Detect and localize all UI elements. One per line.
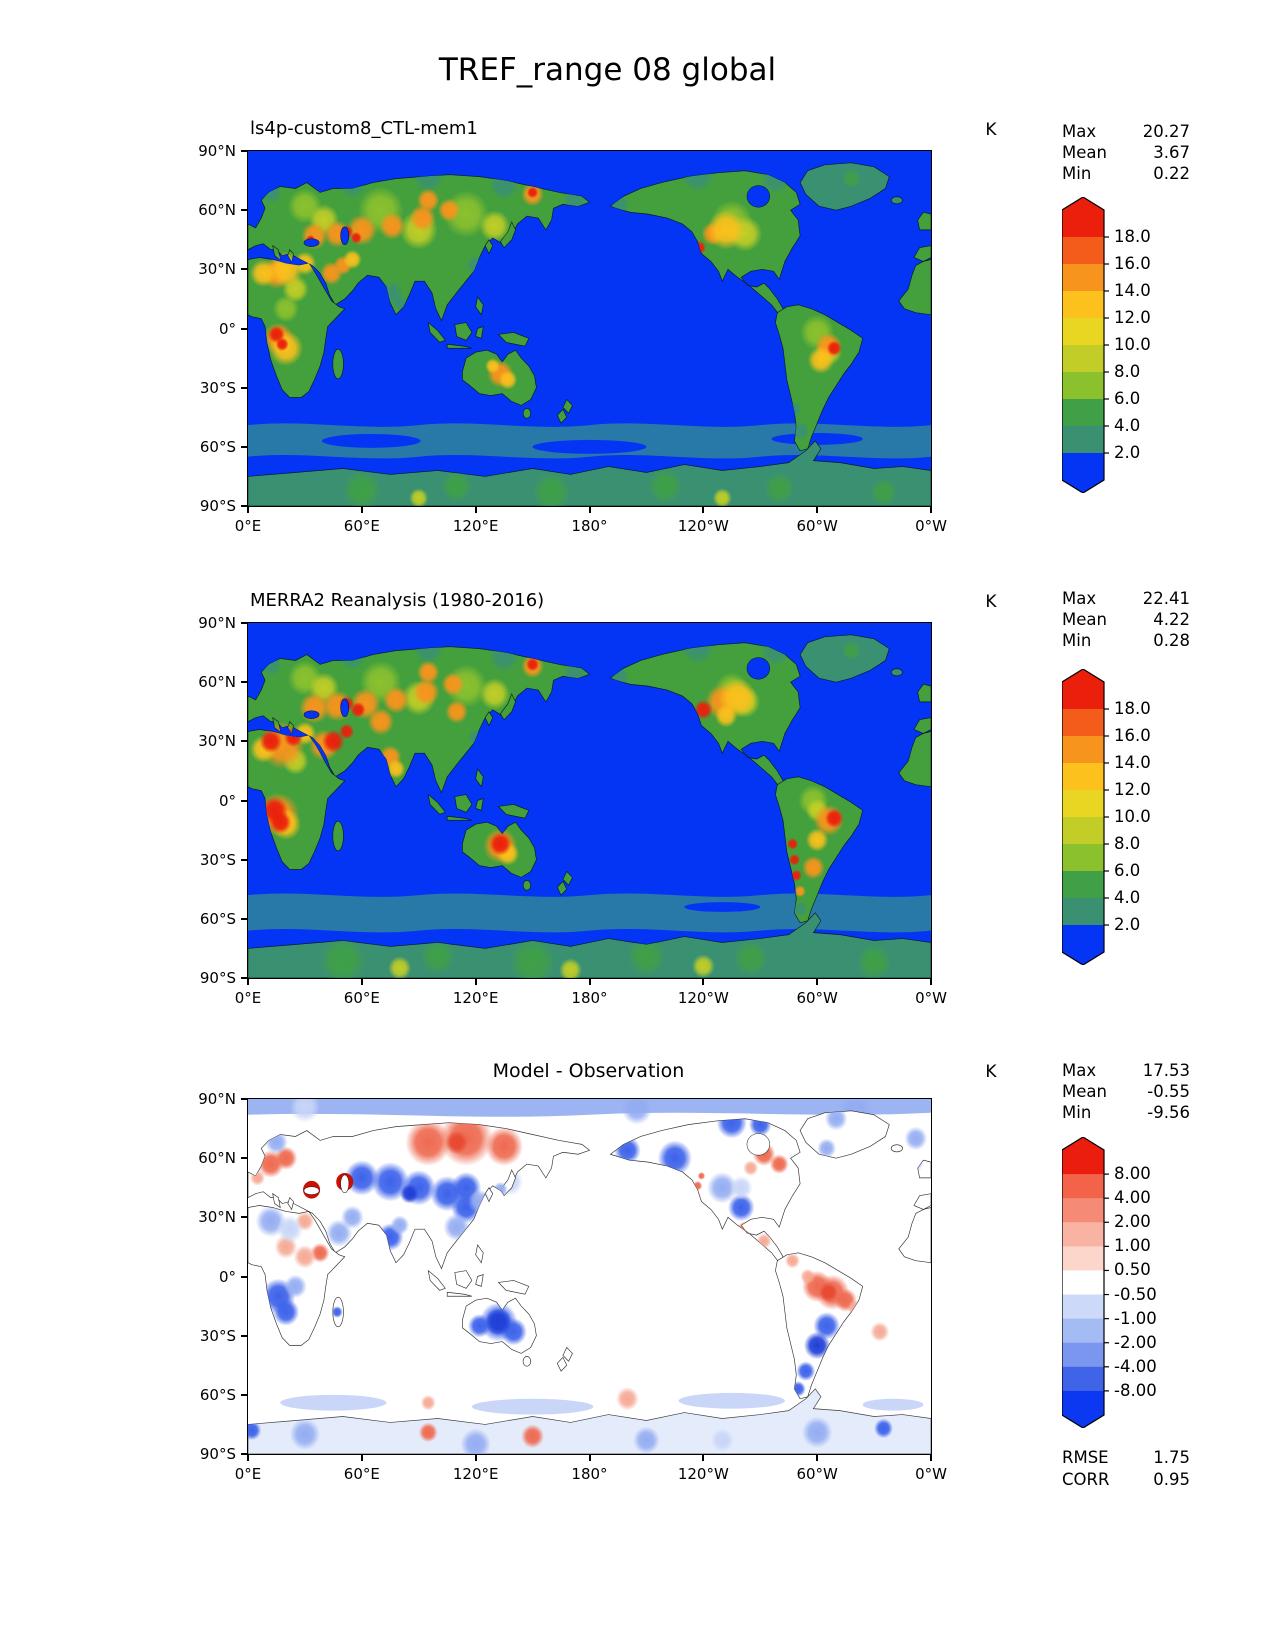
stat-row [1062, 588, 1190, 609]
y-axis-tick [241, 622, 248, 624]
y-axis-tick [241, 859, 248, 861]
colorbar-panel-2 [1062, 669, 1151, 969]
x-axis-tick-label: 120°E [452, 517, 499, 535]
panel-2-stats [1062, 588, 1190, 651]
colorbar-panel-1 [1062, 197, 1151, 497]
y-axis-tick [241, 681, 248, 683]
x-axis-tick [816, 506, 818, 513]
colorbar-tick-label: 4.0 [1114, 888, 1141, 907]
colorbar-tick-label: 12.0 [1114, 308, 1151, 327]
colorbar-tick-label: 1.00 [1114, 1236, 1151, 1256]
y-axis-tick [241, 800, 248, 802]
x-axis-tick [930, 1454, 932, 1461]
stat-value: 0.22 [1153, 164, 1190, 183]
y-axis-tick-label: 90°S [199, 1445, 236, 1463]
x-axis-tick-label: 60°W [796, 1465, 838, 1483]
stat-row [1062, 609, 1190, 630]
stat-row [1062, 1060, 1190, 1081]
y-axis-tick [241, 740, 248, 742]
y-axis-tick [241, 977, 248, 979]
colorbar-tick-label: -4.00 [1114, 1356, 1157, 1376]
stat-row [1062, 630, 1190, 651]
x-axis-tick-label: 120°W [677, 989, 729, 1007]
x-axis-tick-label: 0°E [234, 989, 262, 1007]
y-axis-tick [241, 1276, 248, 1278]
corr-label: CORR [1062, 1470, 1110, 1489]
x-axis-tick [361, 1454, 363, 1461]
colorbar-tick-label: 2.00 [1114, 1212, 1151, 1232]
x-axis-tick-label: 180° [571, 517, 608, 535]
x-axis-tick [589, 978, 591, 985]
world-map-reanalysis [248, 623, 931, 978]
colorbar-svg [1062, 669, 1110, 965]
colorbar-tick-label: 14.0 [1114, 281, 1151, 300]
stat-value: 4.22 [1153, 610, 1190, 629]
colorbar-tick-label: 8.00 [1114, 1164, 1151, 1184]
world-map-difference [248, 1099, 931, 1454]
x-axis-tick [247, 506, 249, 513]
panel-1-title: ls4p-custom8_CTL-mem1 [250, 118, 478, 139]
x-axis-tick [589, 506, 591, 513]
y-axis-tick-label: 90°S [199, 969, 236, 987]
stat-row [1062, 142, 1190, 163]
x-axis-tick [930, 978, 932, 985]
panel-1-stats [1062, 121, 1190, 184]
stat-label: Max [1062, 1061, 1097, 1080]
y-axis-tick-label: 30°S [199, 378, 236, 397]
rmse-label: RMSE [1062, 1448, 1109, 1467]
y-axis-tick [241, 505, 248, 507]
x-axis-tick [361, 506, 363, 513]
x-axis-tick [475, 978, 477, 985]
x-axis-tick [247, 1454, 249, 1461]
y-axis-tick [241, 1157, 248, 1159]
x-axis-tick-label: 60°W [796, 989, 838, 1007]
x-axis-tick-label: 180° [571, 989, 608, 1007]
panel-1-units: K [985, 120, 997, 140]
colorbar-tick-label: 2.0 [1114, 443, 1141, 462]
map-panel-model [198, 142, 947, 535]
map-panel-reanalysis [198, 614, 947, 1007]
colorbar-tick-label: -1.00 [1114, 1308, 1157, 1328]
x-axis-tick [702, 1454, 704, 1461]
x-axis-tick-label: 0°E [234, 1465, 262, 1483]
x-axis-tick-label: 120°W [677, 1465, 729, 1483]
colorbar-tick-label: 10.0 [1114, 807, 1151, 826]
colorbar-tick-label: -2.00 [1114, 1332, 1157, 1352]
y-axis-tick-label: 90°N [198, 614, 236, 632]
stat-label: Max [1062, 122, 1097, 141]
stat-row [1062, 121, 1190, 142]
y-axis-tick-label: 30°N [198, 1208, 236, 1227]
colorbar-tick-label: 10.0 [1114, 335, 1151, 354]
x-axis-tick [702, 506, 704, 513]
x-axis-tick-label: 60°E [343, 989, 380, 1007]
stat-value: -0.55 [1147, 1082, 1190, 1101]
colorbar-tick-label: -0.50 [1114, 1284, 1157, 1304]
colorbar-tick-label: 6.0 [1114, 389, 1141, 408]
colorbar-svg [1062, 197, 1110, 493]
x-axis-tick [361, 978, 363, 985]
colorbar-tick-label: 4.00 [1114, 1188, 1151, 1208]
stat-label: Max [1062, 589, 1097, 608]
stat-row [1062, 163, 1190, 184]
colorbar-tick-label: 14.0 [1114, 753, 1151, 772]
panel-3-units: K [985, 1062, 997, 1082]
y-axis-tick [241, 387, 248, 389]
x-axis-tick-label: 60°W [796, 517, 838, 535]
x-axis-tick [702, 978, 704, 985]
colorbar-tick-label: 2.0 [1114, 915, 1141, 934]
y-axis-tick-label: 30°N [198, 732, 236, 751]
x-axis-tick-label: 180° [571, 1465, 608, 1483]
y-axis-tick-label: 60°S [199, 437, 236, 456]
colorbar-panel-3 [1062, 1137, 1157, 1432]
corr-row [1062, 1469, 1190, 1491]
colorbar-tick-label: 0.50 [1114, 1260, 1151, 1280]
stat-label: Min [1062, 631, 1092, 650]
colorbar-tick-label: 18.0 [1114, 227, 1151, 246]
stat-value: 20.27 [1142, 122, 1190, 141]
corr-value: 0.95 [1153, 1470, 1190, 1489]
x-axis-tick [247, 978, 249, 985]
colorbar-tick-label: 16.0 [1114, 254, 1151, 273]
colorbar-tick-label: 16.0 [1114, 726, 1151, 745]
y-axis-tick [241, 1394, 248, 1396]
x-axis-tick [930, 506, 932, 513]
stat-label: Mean [1062, 1082, 1107, 1101]
x-axis-tick-label: 0°W [915, 517, 947, 535]
world-map-model [248, 151, 931, 506]
y-axis-tick [241, 268, 248, 270]
y-axis-tick [241, 1098, 248, 1100]
y-axis-tick-label: 60°S [199, 909, 236, 928]
stat-label: Mean [1062, 610, 1107, 629]
figure-title: TREF_range 08 global [438, 52, 777, 88]
y-axis-tick [241, 446, 248, 448]
y-axis-tick [241, 1453, 248, 1455]
rmse-row [1062, 1447, 1190, 1469]
colorbar-tick-label: 18.0 [1114, 699, 1151, 718]
colorbar-tick-label: 12.0 [1114, 780, 1151, 799]
colorbar-tick-label: 4.0 [1114, 416, 1141, 435]
y-axis-tick-label: 60°S [199, 1385, 236, 1404]
colorbar-tick-label: 8.0 [1114, 362, 1141, 381]
x-axis-tick-label: 120°W [677, 517, 729, 535]
y-axis-tick-label: 30°N [198, 260, 236, 279]
panel-3-title: Model - Observation [492, 1060, 685, 1082]
x-axis-tick [475, 1454, 477, 1461]
colorbar-svg [1062, 1137, 1110, 1428]
y-axis-tick-label: 60°N [198, 1149, 236, 1168]
map-panel-difference [198, 1090, 947, 1483]
x-axis-tick [816, 978, 818, 985]
rmse-value: 1.75 [1153, 1448, 1190, 1467]
stat-label: Min [1062, 164, 1092, 183]
y-axis-tick [241, 1335, 248, 1337]
x-axis-tick-label: 0°W [915, 989, 947, 1007]
colorbar-tick-label: 8.0 [1114, 834, 1141, 853]
y-axis-tick [241, 150, 248, 152]
colorbar-tick-label: 6.0 [1114, 861, 1141, 880]
y-axis-tick-label: 30°S [199, 1326, 236, 1345]
stat-label: Mean [1062, 143, 1107, 162]
stat-label: Min [1062, 1103, 1092, 1122]
colorbar-tick-label: -8.00 [1114, 1380, 1157, 1400]
stat-value: 0.28 [1153, 631, 1190, 650]
x-axis-tick [589, 1454, 591, 1461]
y-axis-tick-label: 0° [218, 1267, 236, 1286]
panel-2-title: MERRA2 Reanalysis (1980-2016) [250, 590, 545, 611]
y-axis-tick-label: 30°S [199, 850, 236, 869]
stat-value: 22.41 [1142, 589, 1190, 608]
y-axis-tick-label: 0° [218, 791, 236, 810]
y-axis-tick [241, 918, 248, 920]
y-axis-tick-label: 90°S [199, 497, 236, 515]
y-axis-tick [241, 1216, 248, 1218]
x-axis-tick-label: 60°E [343, 1465, 380, 1483]
y-axis-tick-label: 60°N [198, 673, 236, 692]
panel-2-units: K [985, 592, 997, 612]
stat-value: -9.56 [1147, 1103, 1190, 1122]
x-axis-tick [475, 506, 477, 513]
stat-row [1062, 1081, 1190, 1102]
y-axis-tick [241, 328, 248, 330]
x-axis-tick-label: 0°W [915, 1465, 947, 1483]
x-axis-tick-label: 60°E [343, 517, 380, 535]
stat-row [1062, 1102, 1190, 1123]
y-axis-tick-label: 0° [218, 319, 236, 338]
stat-value: 3.67 [1153, 143, 1190, 162]
y-axis-tick [241, 209, 248, 211]
skill-scores [1062, 1447, 1190, 1491]
x-axis-tick [816, 1454, 818, 1461]
x-axis-tick-label: 0°E [234, 517, 262, 535]
y-axis-tick-label: 90°N [198, 1090, 236, 1108]
y-axis-tick-label: 90°N [198, 142, 236, 160]
stat-value: 17.53 [1142, 1061, 1190, 1080]
x-axis-tick-label: 120°E [452, 1465, 499, 1483]
y-axis-tick-label: 60°N [198, 201, 236, 220]
panel-3-stats [1062, 1060, 1190, 1123]
x-axis-tick-label: 120°E [452, 989, 499, 1007]
